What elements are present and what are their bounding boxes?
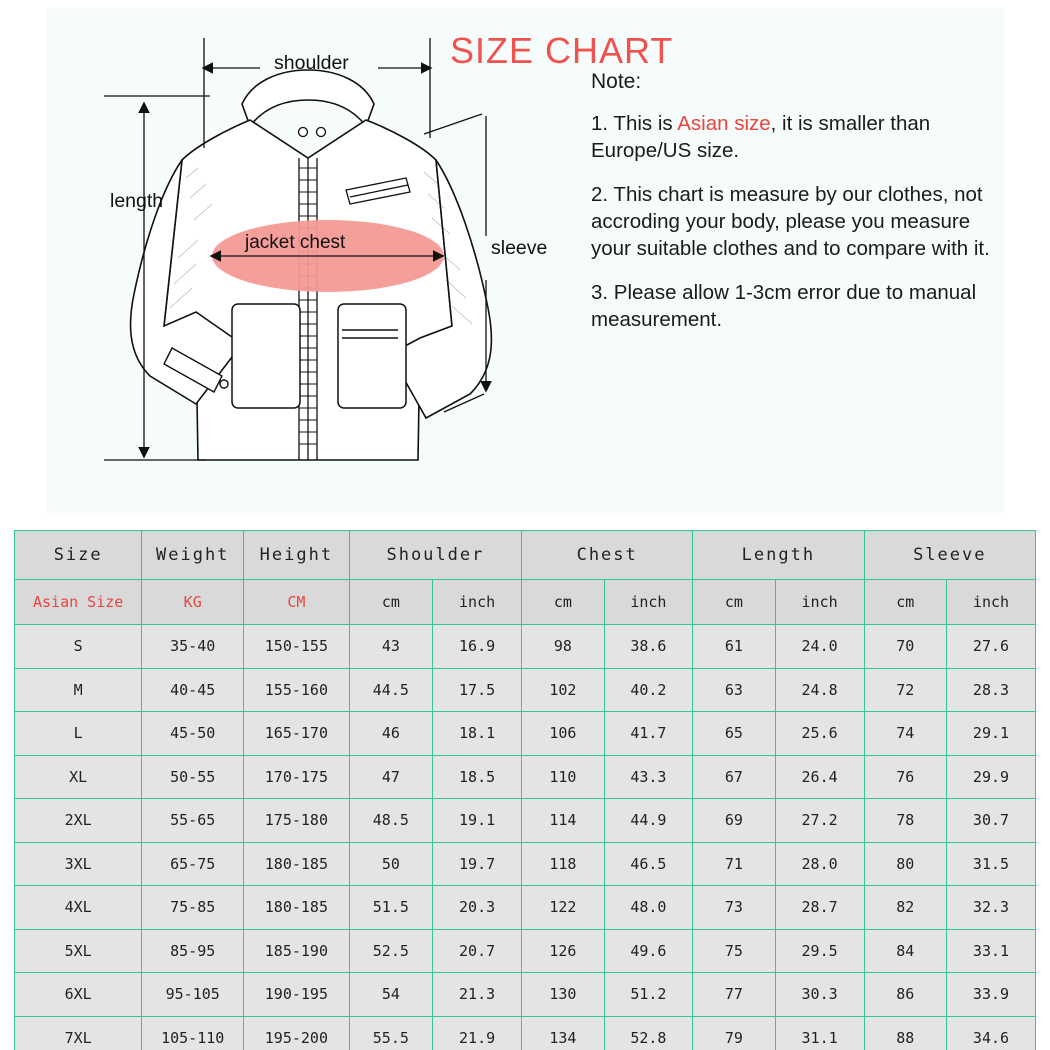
size-table	[14, 530, 1036, 1050]
cell-value: 76	[864, 755, 946, 799]
cell-value: 40.2	[604, 668, 693, 712]
cell-size: L	[15, 712, 142, 756]
unit-shoulder-cm: cm	[349, 580, 432, 625]
cell-value: 63	[693, 668, 775, 712]
cell-value: 21.9	[433, 1016, 522, 1050]
cell-value: 98	[522, 625, 604, 669]
cell-value: 77	[693, 973, 775, 1017]
cell-size: 6XL	[15, 973, 142, 1017]
cell-value: 30.7	[946, 799, 1035, 843]
table-row	[15, 668, 1036, 712]
cell-value: 47	[349, 755, 432, 799]
cell-value: 40-45	[142, 668, 244, 712]
unit-length-cm: cm	[693, 580, 775, 625]
note-item-2: 2. This chart is measure by our clothes, not accroding your body, please you measure your suitable clothes and to compare with it.	[591, 182, 990, 260]
cell-value: 114	[522, 799, 604, 843]
cell-value: 43.3	[604, 755, 693, 799]
table-row	[15, 929, 1036, 973]
cell-value: 24.0	[775, 625, 864, 669]
table-row	[15, 712, 1036, 756]
cell-value: 80	[864, 842, 946, 886]
table-row	[15, 1016, 1036, 1050]
table-body	[15, 625, 1036, 1050]
cell-value: 28.0	[775, 842, 864, 886]
cell-value: 16.9	[433, 625, 522, 669]
cell-value: 122	[522, 886, 604, 930]
col-header-length: Length	[693, 531, 864, 580]
cell-value: 25.6	[775, 712, 864, 756]
table-row	[15, 625, 1036, 669]
jacket-diagram	[46, 8, 606, 513]
cell-value: 126	[522, 929, 604, 973]
cell-value: 29.1	[946, 712, 1035, 756]
cell-value: 41.7	[604, 712, 693, 756]
cell-value: 43	[349, 625, 432, 669]
cell-value: 95-105	[142, 973, 244, 1017]
cell-value: 17.5	[433, 668, 522, 712]
table-row	[15, 842, 1036, 886]
cell-value: 190-195	[244, 973, 350, 1017]
cell-value: 69	[693, 799, 775, 843]
cell-value: 134	[522, 1016, 604, 1050]
cell-value: 32.3	[946, 886, 1035, 930]
cell-value: 45-50	[142, 712, 244, 756]
cell-value: 26.4	[775, 755, 864, 799]
unit-shoulder-inch: inch	[433, 580, 522, 625]
unit-asian-size: Asian Size	[15, 580, 142, 625]
cell-value: 55-65	[142, 799, 244, 843]
table-group-header-row	[15, 531, 1036, 580]
cell-value: 175-180	[244, 799, 350, 843]
col-header-shoulder: Shoulder	[349, 531, 522, 580]
cell-value: 18.5	[433, 755, 522, 799]
table-row	[15, 799, 1036, 843]
cell-value: 27.2	[775, 799, 864, 843]
cell-value: 180-185	[244, 886, 350, 930]
cell-value: 70	[864, 625, 946, 669]
cell-value: 29.9	[946, 755, 1035, 799]
cell-size: 7XL	[15, 1016, 142, 1050]
cell-value: 72	[864, 668, 946, 712]
cell-value: 130	[522, 973, 604, 1017]
cell-value: 51.2	[604, 973, 693, 1017]
cell-value: 33.9	[946, 973, 1035, 1017]
table-row	[15, 886, 1036, 930]
illustration-panel	[46, 8, 1004, 513]
cell-value: 28.7	[775, 886, 864, 930]
cell-value: 18.1	[433, 712, 522, 756]
cell-value: 65	[693, 712, 775, 756]
cell-value: 20.7	[433, 929, 522, 973]
cell-value: 31.5	[946, 842, 1035, 886]
cell-size: S	[15, 625, 142, 669]
notes-heading: Note:	[591, 70, 642, 93]
note-item-1	[591, 110, 1011, 164]
note-1-part-b: , it is smaller than Europe/US size.	[591, 111, 931, 162]
cell-value: 75	[693, 929, 775, 973]
cell-size: XL	[15, 755, 142, 799]
cell-value: 48.0	[604, 886, 693, 930]
cell-size: 2XL	[15, 799, 142, 843]
cell-size: 3XL	[15, 842, 142, 886]
cell-value: 30.3	[775, 973, 864, 1017]
cell-value: 29.5	[775, 929, 864, 973]
cell-value: 75-85	[142, 886, 244, 930]
notes-block	[591, 68, 1011, 350]
cell-value: 19.7	[433, 842, 522, 886]
cell-value: 20.3	[433, 886, 522, 930]
cell-size: M	[15, 668, 142, 712]
cell-value: 79	[693, 1016, 775, 1050]
label-shoulder: shoulder	[274, 52, 349, 74]
cell-value: 67	[693, 755, 775, 799]
table-row	[15, 973, 1036, 1017]
label-length: length	[110, 190, 164, 212]
cell-value: 50	[349, 842, 432, 886]
cell-value: 165-170	[244, 712, 350, 756]
unit-chest-cm: cm	[522, 580, 604, 625]
cell-value: 34.6	[946, 1016, 1035, 1050]
unit-sleeve-cm: cm	[864, 580, 946, 625]
cell-value: 24.8	[775, 668, 864, 712]
cell-value: 50-55	[142, 755, 244, 799]
unit-weight-kg: KG	[142, 580, 244, 625]
table-unit-header-row	[15, 580, 1036, 625]
cell-value: 74	[864, 712, 946, 756]
size-table-wrapper	[14, 530, 1036, 1050]
table-head	[15, 531, 1036, 625]
cell-value: 44.9	[604, 799, 693, 843]
cell-value: 28.3	[946, 668, 1035, 712]
cell-value: 85-95	[142, 929, 244, 973]
unit-sleeve-inch: inch	[946, 580, 1035, 625]
cell-value: 106	[522, 712, 604, 756]
cell-value: 105-110	[142, 1016, 244, 1050]
cell-value: 49.6	[604, 929, 693, 973]
cell-value: 84	[864, 929, 946, 973]
col-header-weight: Weight	[142, 531, 244, 580]
unit-length-inch: inch	[775, 580, 864, 625]
note-item-3: 3. Please allow 1-3cm error due to manual measurement.	[591, 280, 977, 331]
cell-value: 180-185	[244, 842, 350, 886]
note-1-highlight: Asian size	[677, 111, 771, 135]
cell-value: 61	[693, 625, 775, 669]
cell-value: 195-200	[244, 1016, 350, 1050]
note-1-part-a: 1. This is	[591, 111, 678, 135]
cell-value: 46	[349, 712, 432, 756]
col-header-height: Height	[244, 531, 350, 580]
cell-value: 71	[693, 842, 775, 886]
cell-value: 31.1	[775, 1016, 864, 1050]
unit-height-cm: CM	[244, 580, 350, 625]
col-header-chest: Chest	[522, 531, 693, 580]
cell-value: 21.3	[433, 973, 522, 1017]
label-sleeve: sleeve	[491, 237, 548, 259]
cell-value: 65-75	[142, 842, 244, 886]
label-jacket-chest: jacket chest	[245, 232, 346, 253]
col-header-sleeve: Sleeve	[864, 531, 1035, 580]
cell-value: 86	[864, 973, 946, 1017]
cell-value: 55.5	[349, 1016, 432, 1050]
cell-value: 19.1	[433, 799, 522, 843]
page-title: SIZE CHART	[450, 30, 674, 71]
cell-value: 88	[864, 1016, 946, 1050]
cell-value: 33.1	[946, 929, 1035, 973]
cell-value: 44.5	[349, 668, 432, 712]
cell-value: 27.6	[946, 625, 1035, 669]
cell-value: 118	[522, 842, 604, 886]
col-header-size: Size	[15, 531, 142, 580]
cell-value: 78	[864, 799, 946, 843]
unit-chest-inch: inch	[604, 580, 693, 625]
cell-value: 102	[522, 668, 604, 712]
cell-value: 155-160	[244, 668, 350, 712]
cell-value: 73	[693, 886, 775, 930]
cell-size: 5XL	[15, 929, 142, 973]
cell-value: 35-40	[142, 625, 244, 669]
cell-value: 82	[864, 886, 946, 930]
cell-value: 46.5	[604, 842, 693, 886]
cell-value: 52.8	[604, 1016, 693, 1050]
cell-value: 170-175	[244, 755, 350, 799]
cell-value: 38.6	[604, 625, 693, 669]
cell-size: 4XL	[15, 886, 142, 930]
cell-value: 110	[522, 755, 604, 799]
cell-value: 185-190	[244, 929, 350, 973]
cell-value: 150-155	[244, 625, 350, 669]
cell-value: 54	[349, 973, 432, 1017]
cell-value: 51.5	[349, 886, 432, 930]
cell-value: 52.5	[349, 929, 432, 973]
table-row	[15, 755, 1036, 799]
cell-value: 48.5	[349, 799, 432, 843]
